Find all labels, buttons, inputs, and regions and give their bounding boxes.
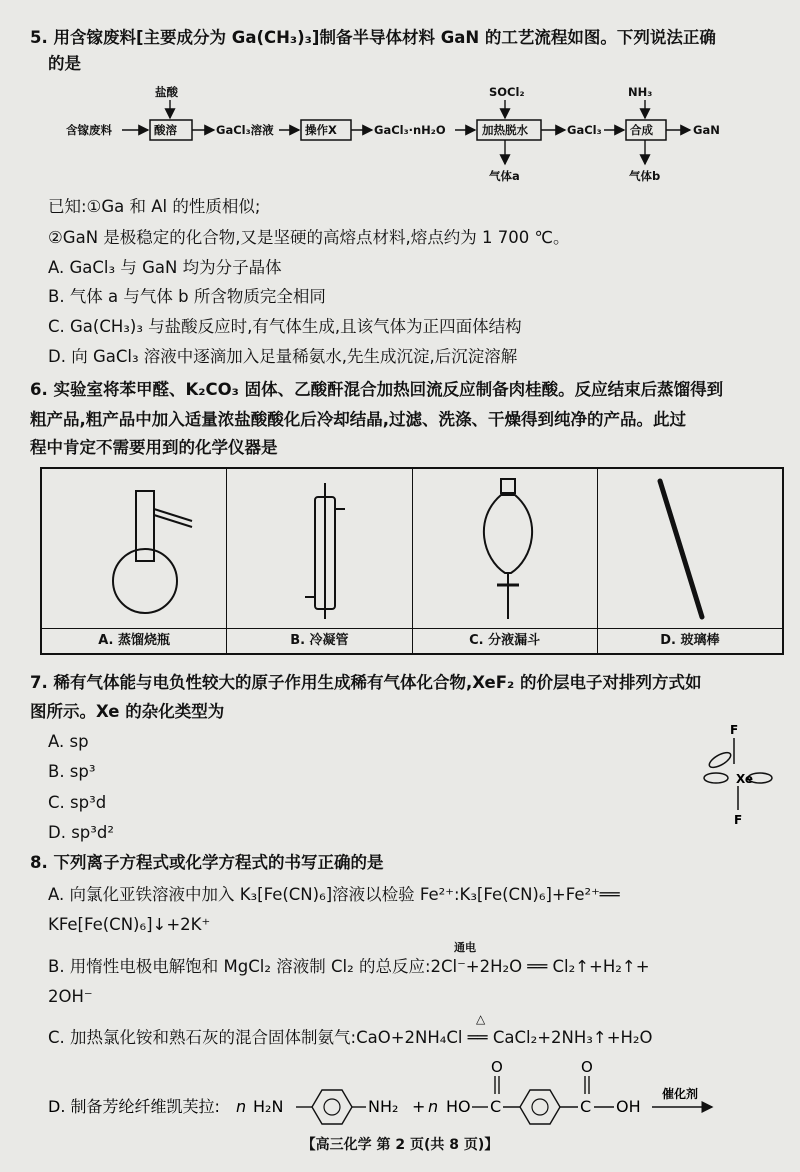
- q6-stem-line3: 程中肯定不需要用到的化学仪器是: [30, 438, 278, 457]
- q5-known2: ②GaN 是极稳定的化合物,又是坚硬的高熔点材料,熔点约为 1 700 ℃。: [48, 228, 570, 247]
- xef2-f-top: F: [730, 723, 739, 737]
- apparatus-cell-c: [413, 469, 598, 653]
- q7-stem-line2: 图所示。Xe 的杂化类型为: [30, 702, 225, 721]
- apparatus-label-b: B. 冷凝管: [227, 628, 411, 653]
- q5-stem-line1: 5. 用含镓废料[主要成分为 Ga(CH₃)₃]制备半导体材料 GaN 的工艺流程如图。下列说法正确: [30, 28, 716, 47]
- apparatus-cell-d: [598, 469, 782, 653]
- flow-step2: 操作X: [305, 123, 337, 137]
- q8-acid-ho: HO: [446, 1097, 471, 1116]
- flow-raw: 含镓废料: [66, 123, 112, 137]
- q5-option-c: C. Ga(CH₃)₃ 与盐酸反应时,有气体生成,且该气体为正四面体结构: [48, 317, 522, 336]
- q8-acid-o-right: O: [581, 1058, 593, 1076]
- flow-step4: 合成: [630, 123, 653, 137]
- distillation-flask-figure: [42, 469, 234, 627]
- apparatus-label-d: D. 玻璃棒: [598, 628, 782, 653]
- flow-product: GaN: [693, 123, 720, 137]
- q8-option-a-line1: A. 向氯化亚铁溶液中加入 K₃[Fe(CN)₆]溶液以检验 Fe²⁺:K₃[Fe(CN)₆]+Fe²⁺══: [48, 885, 620, 904]
- apparatus-cell-a: [42, 469, 227, 653]
- q5-option-d: D. 向 GaCl₃ 溶液中逐滴加入足量稀氨水,先生成沉淀,后沉淀溶解: [48, 347, 518, 366]
- xef2-xe: Xe: [736, 772, 754, 786]
- q8-option-c-condition: △: [476, 1012, 486, 1026]
- q8-amine-right: NH₂: [368, 1097, 399, 1116]
- q8-option-b-condition: 通电: [454, 941, 476, 954]
- xef2-f-bottom: F: [734, 813, 743, 827]
- q8-option-b-line1: B. 用惰性电极电解饱和 MgCl₂ 溶液制 Cl₂ 的总反应:2Cl⁻+2H₂O ══ Cl₂↑+H₂↑+: [48, 957, 650, 976]
- q8-option-d-equation: [0, 1056, 800, 1126]
- apparatus-table: [40, 467, 784, 655]
- q6-stem-line2: 粗产品,粗产品中加入适量浓盐酸酸化后冷却结晶,过滤、洗涤、干燥得到纯净的产品。此过: [30, 410, 687, 429]
- flow-step1: 酸溶: [154, 123, 177, 137]
- page-footer: 【高三化学 第 2 页(共 8 页)】: [301, 1137, 499, 1153]
- q7-option-b: B. sp³: [48, 762, 96, 781]
- q8-option-a-line2: KFe[Fe(CN)₆]↓+2K⁺: [48, 915, 211, 934]
- flow-mid2: GaCl₃·nH₂O: [374, 123, 446, 137]
- q8-option-d-prefix: D. 制备芳纶纤维凯芙拉:: [48, 1097, 220, 1116]
- q8-acid-o-left: O: [491, 1058, 503, 1076]
- q5-stem-line2: 的是: [48, 54, 81, 73]
- q5-option-b: B. 气体 a 与气体 b 所含物质完全相同: [48, 287, 326, 306]
- q7-option-c: C. sp³d: [48, 793, 107, 812]
- flow-step3: 加热脱水: [482, 123, 528, 137]
- q7-stem-line1: 7. 稀有气体能与电负性较大的原子作用生成稀有气体化合物,XeF₂ 的价层电子对排列方式如: [30, 673, 702, 692]
- q8-option-b-line2: 2OH⁻: [48, 987, 93, 1006]
- flow-gas-a: 气体a: [489, 169, 520, 183]
- flow-reagent3: SOCl₂: [489, 85, 525, 99]
- q5-option-a: A. GaCl₃ 与 GaN 均为分子晶体: [48, 258, 282, 277]
- flow-mid3: GaCl₃: [567, 123, 602, 137]
- q8-stem: 8. 下列离子方程式或化学方程式的书写正确的是: [30, 853, 384, 872]
- apparatus-label-c: C. 分液漏斗: [413, 628, 597, 653]
- q8-acid-oh: OH: [616, 1097, 641, 1116]
- q8-amine-left: H₂N: [253, 1097, 284, 1116]
- q5-known1: 已知:①Ga 和 Al 的性质相似;: [48, 197, 261, 216]
- q8-option-d-plus: +: [412, 1097, 426, 1116]
- q8-option-d-catalyst: 催化剂: [662, 1087, 699, 1101]
- flow-mid1: GaCl₃溶液: [216, 123, 274, 137]
- q8-option-d-n2: n: [428, 1097, 439, 1116]
- q8-option-d-n1: n: [236, 1097, 247, 1116]
- q5-flowchart: [0, 82, 800, 192]
- xef2-figure: [690, 720, 790, 832]
- apparatus-label-a: A. 蒸馏烧瓶: [42, 628, 226, 653]
- flow-gas-b: 气体b: [629, 169, 661, 183]
- q8-acid-c-left: C: [490, 1097, 502, 1116]
- condenser-figure: [227, 469, 419, 627]
- glass-rod-figure: [598, 469, 790, 627]
- flow-reagent1: 盐酸: [155, 85, 178, 99]
- q7-option-d: D. sp³d²: [48, 823, 114, 842]
- flow-reagent4: NH₃: [628, 85, 653, 99]
- apparatus-cell-b: [227, 469, 412, 653]
- separatory-funnel-figure: [413, 469, 605, 627]
- q8-option-c: C. 加热氯化铵和熟石灰的混合固体制氨气:CaO+2NH₄Cl ══ CaCl₂+2NH₃↑+H₂O: [48, 1028, 653, 1047]
- q8-acid-c-right: C: [580, 1097, 592, 1116]
- q7-option-a: A. sp: [48, 732, 89, 751]
- q6-stem-line1: 6. 实验室将苯甲醛、K₂CO₃ 固体、乙酸酐混合加热回流反应制备肉桂酸。反应结束后蒸馏得到: [30, 380, 724, 399]
